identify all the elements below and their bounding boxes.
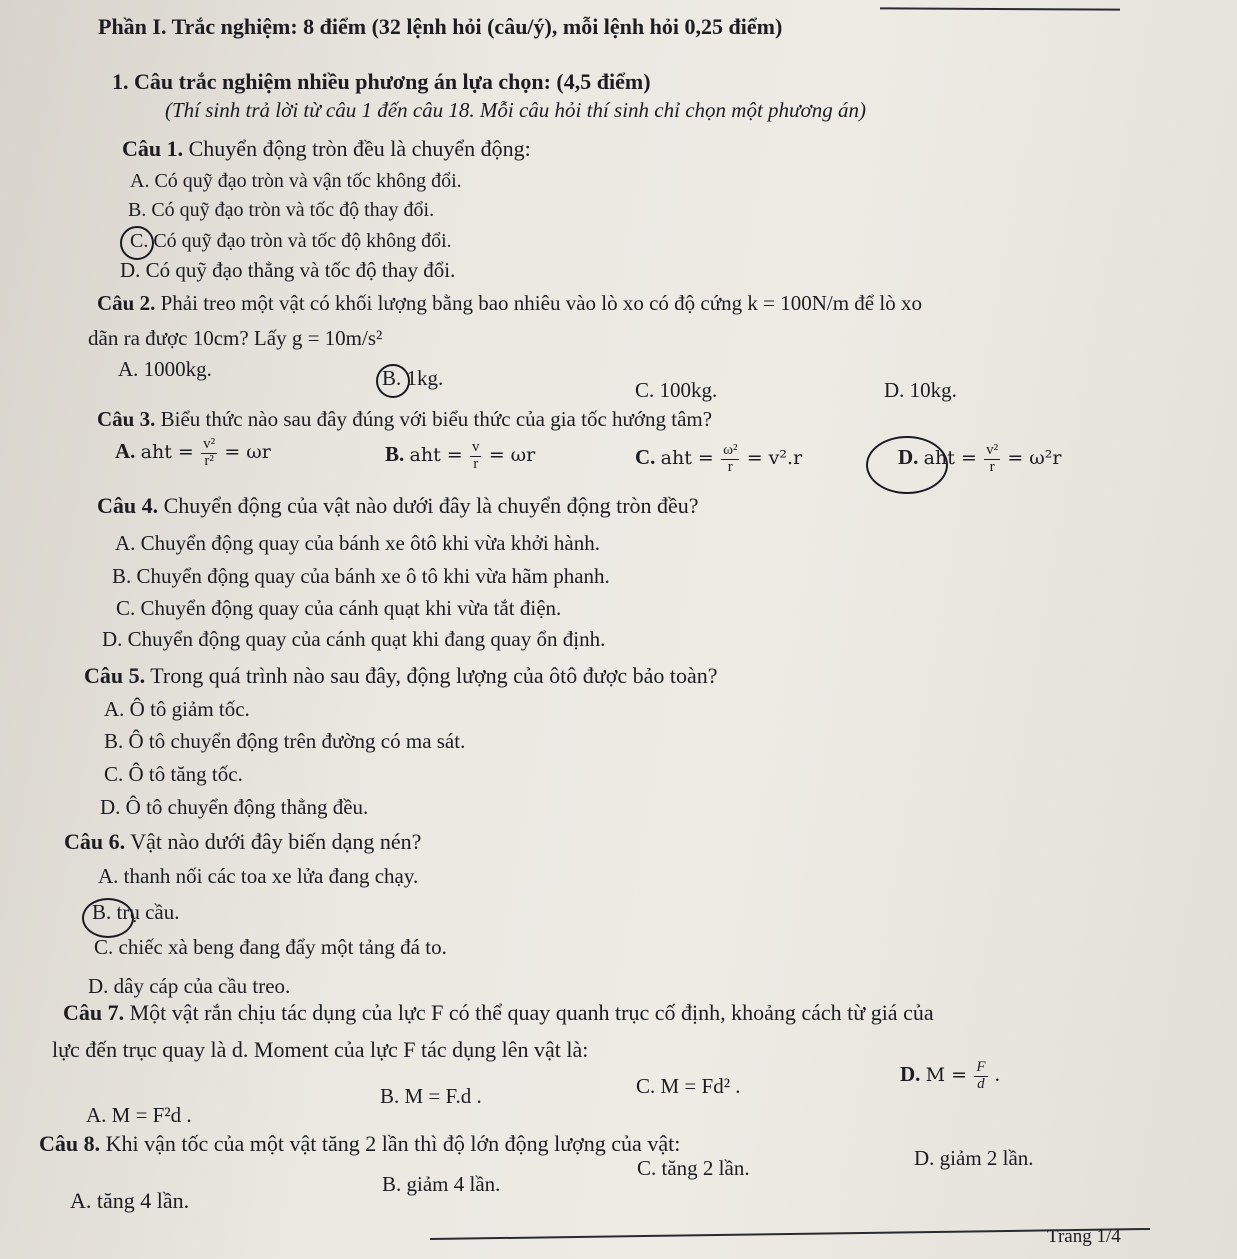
question-text: Một vật rắn chịu tác dụng của lực F có thể quay quanh trục cố định, khoảng cách từ giá của: [129, 1000, 934, 1025]
q6-option-b: B. trụ cầu.: [92, 900, 180, 924]
q1-option-c: C. Có quỹ đạo tròn và tốc độ không đổi.: [130, 230, 452, 252]
q7-option-d: [900, 1060, 1000, 1093]
footer-rule: [430, 1228, 1150, 1240]
q6-option-c: C. chiếc xà beng đang đẩy một tảng đá to.: [94, 935, 447, 959]
question-label: Câu 1.: [122, 136, 184, 161]
formula-lhs: aht =: [140, 441, 194, 464]
q6-option-d: D. dây cáp của cầu treo.: [88, 974, 291, 998]
formula-fraction: $\frac{\text{v²}}{r}$: [986, 442, 999, 475]
question-5: [84, 663, 718, 689]
q8-option-b: B. giảm 4 lần.: [382, 1172, 501, 1196]
top-rule: [880, 7, 1120, 10]
q1-option-d: D. Có quỹ đạo thẳng và tốc độ thay đổi.: [120, 258, 456, 282]
question-6: [64, 829, 421, 855]
question-text: Vật nào dưới đây biến dạng nén?: [130, 829, 422, 854]
formula-lhs: M =: [925, 1064, 968, 1087]
question-text: Chuyển động của vật nào dưới đây là chuyển động tròn đều?: [163, 493, 699, 518]
answer-circle-q2-b: [376, 364, 410, 398]
q5-option-a: A. Ô tô giảm tốc.: [104, 697, 250, 721]
q3-option-c: [635, 443, 802, 476]
part-title: Phần I. Trắc nghiệm: 8 điểm (32 lệnh hỏi (câu/ý), mỗi lệnh hỏi 0,25 điểm): [98, 14, 783, 39]
formula-rhs: = v².r: [746, 447, 803, 470]
formula-lhs: aht =: [923, 447, 977, 470]
q4-option-a: A. Chuyển động quay của bánh xe ôtô khi vừa khởi hành.: [115, 531, 600, 555]
formula-tail: .: [994, 1062, 1001, 1087]
question-8: [39, 1131, 680, 1157]
question-2: [97, 291, 922, 316]
question-text: Biểu thức nào sau đây đúng với biểu thức của gia tốc hướng tâm?: [160, 407, 713, 431]
question-7-continued: lực đến trục quay là d. Moment của lực F tác dụng lên vật là:: [52, 1037, 589, 1062]
answer-circle-q6-b: [82, 898, 134, 938]
q1-option-b: B. Có quỹ đạo tròn và tốc độ thay đổi.: [128, 199, 435, 221]
section-title: 1. Câu trắc nghiệm nhiều phương án lựa chọn: (4,5 điểm): [112, 69, 651, 94]
option-letter: B.: [385, 442, 405, 467]
q2-option-b: B. 1kg.: [382, 366, 444, 390]
q8-option-c: C. tăng 2 lần.: [637, 1156, 750, 1180]
question-1: [122, 136, 531, 162]
answer-circle-q1-c: [120, 226, 154, 260]
q5-option-d: D. Ô tô chuyển động thẳng đều.: [100, 795, 369, 819]
answer-circle-q3-d: [866, 436, 948, 494]
question-3: [97, 407, 712, 432]
q6-option-a: A. thanh nối các toa xe lửa đang chạy.: [98, 864, 419, 888]
question-label: Câu 7.: [63, 1000, 125, 1025]
q2-option-c: C. 100kg.: [635, 378, 718, 402]
question-2-continued: dãn ra được 10cm? Lấy g = 10m/s²: [88, 326, 383, 350]
q2-option-d: D. 10kg.: [884, 378, 957, 402]
q8-option-d: D. giảm 2 lần.: [914, 1146, 1034, 1170]
question-label: Câu 2.: [97, 291, 156, 315]
question-7: [63, 1000, 934, 1026]
question-text: Chuyển động tròn đều là chuyển động:: [188, 136, 531, 161]
q8-option-a: A. tăng 4 lần.: [70, 1188, 190, 1213]
option-letter: C.: [635, 445, 656, 470]
q7-option-c: C. M = Fd² .: [636, 1074, 741, 1098]
q4-option-c: C. Chuyển động quay của cánh quạt khi vừa tắt điện.: [116, 596, 562, 620]
question-text: Khi vận tốc của một vật tăng 2 lần thì độ lớn động lượng của vật:: [105, 1131, 681, 1156]
formula-rhs: = ωr: [224, 441, 271, 464]
question-label: Câu 6.: [64, 829, 126, 854]
question-4: [97, 493, 699, 519]
q7-option-a: A. M = F²d .: [86, 1103, 192, 1127]
q5-option-b: B. Ô tô chuyển động trên đường có ma sát.: [104, 729, 466, 753]
formula-fraction: $\frac{F}{d}$: [976, 1059, 986, 1092]
question-label: Câu 8.: [39, 1131, 101, 1156]
page-number: Trang 1/4: [1047, 1226, 1121, 1247]
question-text: Trong quá trình nào sau đây, động lượng của ôtô được bảo toàn?: [150, 663, 718, 688]
formula-fraction: $\frac{\text{v²}}{\text{r²}}$: [203, 436, 216, 469]
q5-option-c: C. Ô tô tăng tốc.: [104, 762, 243, 786]
q4-option-b: B. Chuyển động quay của bánh xe ô tô khi vừa hãm phanh.: [112, 564, 610, 588]
q7-option-b: B. M = F.d .: [380, 1084, 482, 1108]
formula-rhs: = ωr: [488, 444, 536, 467]
q4-option-d: D. Chuyển động quay của cánh quạt khi đang quay ổn định.: [102, 627, 606, 651]
q3-option-b: [385, 440, 535, 473]
option-letter: D.: [900, 1062, 921, 1087]
formula-fraction: $\frac{v}{r}$: [471, 439, 480, 472]
question-label: Câu 5.: [84, 663, 146, 688]
question-label: Câu 4.: [97, 493, 159, 518]
q3-option-a: [115, 437, 271, 470]
q2-option-a: A. 1000kg.: [118, 357, 212, 381]
question-label: Câu 3.: [97, 407, 156, 431]
formula-fraction: $\frac{\text{ω²}}{r}$: [723, 442, 738, 475]
formula-rhs: = ω²r: [1007, 447, 1062, 470]
question-text: Phải treo một vật có khối lượng bằng bao nhiêu vào lò xo có độ cứng k = 100N/m để lò xo: [160, 291, 922, 315]
formula-lhs: aht =: [409, 444, 463, 467]
option-letter: A.: [115, 439, 136, 464]
instructions: (Thí sinh trả lời từ câu 1 đến câu 18. Mỗi câu hỏi thí sinh chỉ chọn một phương án): [165, 98, 866, 122]
formula-lhs: aht =: [660, 447, 714, 470]
option-letter: D.: [898, 445, 919, 470]
q1-option-a: A. Có quỹ đạo tròn và vận tốc không đổi.: [130, 170, 462, 192]
